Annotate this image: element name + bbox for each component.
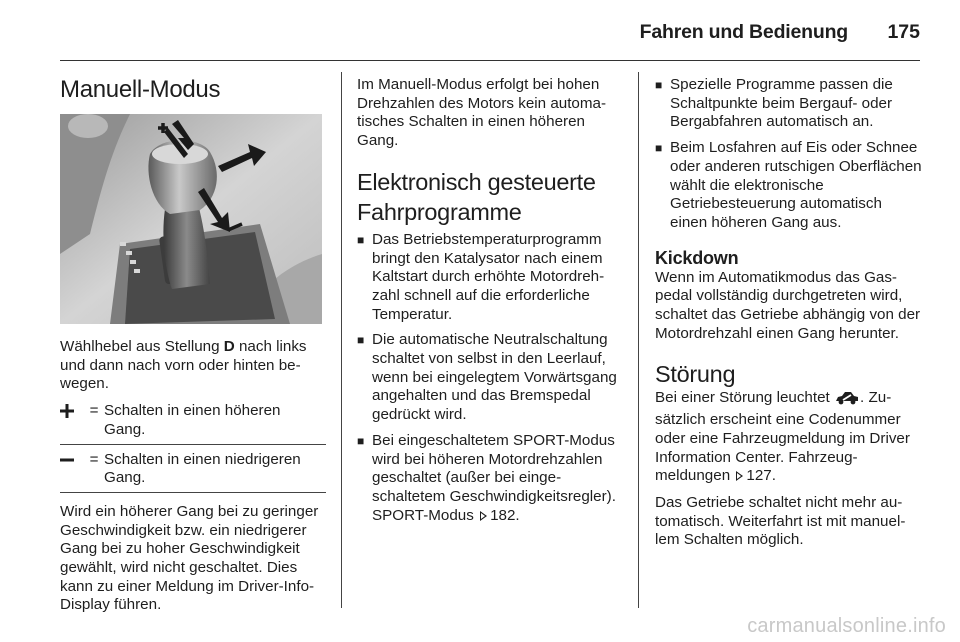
section-heading-fahrprogramme: Elektronisch gesteuerte Fahrprogramme	[357, 168, 596, 225]
list-item: ■ Die automatische Neutralschaltung schaltet von selbst in den Leerlauf, wenn bei eingelegtem Vorwärtsgang angehalten und das Bremspedal gedrückt wird.	[357, 331, 617, 424]
column-1	[60, 76, 326, 615]
car-warning-icon	[835, 391, 859, 411]
page-reference-link[interactable]: 182.	[490, 506, 520, 524]
page-reference-link[interactable]: 127.	[746, 467, 776, 485]
column-2	[357, 76, 625, 525]
page-number: 175	[887, 21, 920, 43]
definition-list	[60, 402, 326, 493]
definition-separator	[60, 444, 326, 445]
header-title: Fahren und Bedienung	[639, 21, 848, 43]
list-item: ■ Spezielle Programme passen die Schaltpunkte beim Bergauf- oder Bergabfahren automatisch an.	[655, 76, 893, 131]
section-heading-kickdown: Kickdown	[655, 247, 739, 268]
body-paragraph: Im Manuell-Modus erfolgt bei hohen Drehzahlen des Motors kein automatisches Schalten in einen höheren Gang.	[357, 76, 607, 150]
position-d-label: D	[223, 338, 235, 355]
body-paragraph: Bei einer Störung leuchtet . Zusätzlich erscheint eine Codenummer oder eine Fahrzeugmeldung im Driver Information Center. Fahrzeugmeldungen 127.	[655, 389, 910, 485]
watermark: carmanualsonline.info	[747, 615, 946, 637]
body-paragraph: Wenn im Automatikmodus das Gaspedal vollständig durchgetreten wird, schaltet das Getriebe abhängig von der Motordrehzahl einen Gang herunter.	[655, 268, 921, 342]
bullet-icon: ■	[357, 333, 365, 348]
section-heading-manuell-modus: Manuell-Modus	[60, 76, 221, 103]
bullet-icon: ■	[357, 433, 365, 448]
definition-minus: = Schalten in einen niedrigeren Gang.	[60, 451, 326, 488]
column-divider	[341, 72, 342, 608]
bullet-icon: ■	[357, 232, 365, 247]
column-divider	[638, 72, 639, 608]
section-heading-stoerung: Störung	[655, 361, 736, 388]
page-reference-icon	[736, 471, 743, 481]
column-3	[655, 76, 923, 550]
body-paragraph: Das Getriebe schaltet nicht mehr automatisch. Weiterfahrt ist mit manuellem Schalten möglich.	[655, 493, 906, 549]
minus-icon	[60, 451, 84, 488]
body-paragraph: Wird ein höherer Gang bei zu geringer Geschwindigkeit bzw. ein niedrigerer Gang bei zu hoher Geschwindigkeit gewählt, wird nicht geschaltet. Dies kann zu einer Meldung im Driver-Info-Display führen.	[60, 502, 319, 614]
plus-icon	[60, 402, 84, 439]
bullet-icon: ■	[655, 78, 663, 92]
page-reference-icon	[480, 511, 487, 521]
gear-shifter-photo	[60, 114, 322, 324]
list-item: ■ Beim Losfahren auf Eis oder Schnee oder anderen rutschigen Oberflächen wählt die elektronische Getriebesteuerung automatisch einen höheren Gang aus.	[655, 139, 922, 231]
definition-plus: = Schalten in einen höheren Gang.	[60, 402, 326, 439]
bullet-list	[655, 76, 923, 233]
list-item: ■ Das Betriebstemperaturprogramm bringt den Katalysator nach einem Kaltstart durch erhöhte Motordrehzahl schnell auf die erforderliche Temperatur.	[357, 230, 605, 323]
list-item: ■ Bei eingeschaltetem SPORT-Modus wird bei höheren Motordrehzahlen geschaltet (außer bei eingeschaltetem Geschwindigkeitsregler). SPORT-Modus 182.	[357, 431, 616, 524]
intro-paragraph: Wählhebel aus Stellung D nach links und dann nach vorn oder hinten bewegen.	[60, 338, 307, 393]
bullet-list	[357, 231, 625, 526]
bullet-icon: ■	[655, 141, 663, 156]
page-header	[60, 0, 920, 61]
definition-separator	[60, 492, 326, 493]
